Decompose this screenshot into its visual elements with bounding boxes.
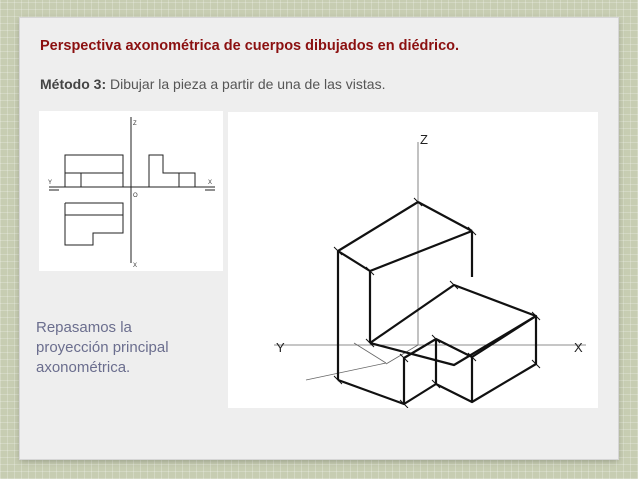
axonometric-piece bbox=[338, 202, 536, 404]
method-subtitle bbox=[40, 76, 385, 92]
origin-label: O bbox=[133, 193, 138, 199]
axis-label-x: X bbox=[208, 180, 213, 186]
elevation-view bbox=[149, 155, 195, 187]
axis-label-y: Y bbox=[48, 180, 53, 186]
construction-lines bbox=[306, 343, 418, 380]
orthographic-views-figure bbox=[39, 111, 223, 271]
plan-view bbox=[65, 203, 123, 245]
slide bbox=[20, 18, 618, 459]
axis-label-x: X bbox=[574, 340, 583, 355]
axis-label-x-vertical: X bbox=[133, 263, 138, 269]
caption-text: Repasamos la proyección principal axonométrica. bbox=[36, 319, 169, 376]
axis-label-z: Z bbox=[133, 121, 137, 127]
profile-view bbox=[65, 155, 123, 187]
method-text: Dibujar la pieza a partir de una de las vistas. bbox=[110, 76, 386, 92]
axonometric-figure bbox=[228, 112, 598, 408]
slide-title: Perspectiva axonométrica de cuerpos dibujados en diédrico. bbox=[40, 38, 460, 54]
method-label: Método 3: bbox=[40, 76, 107, 92]
axis-label-z: Z bbox=[420, 132, 428, 147]
axis-label-y: Y bbox=[276, 340, 285, 355]
